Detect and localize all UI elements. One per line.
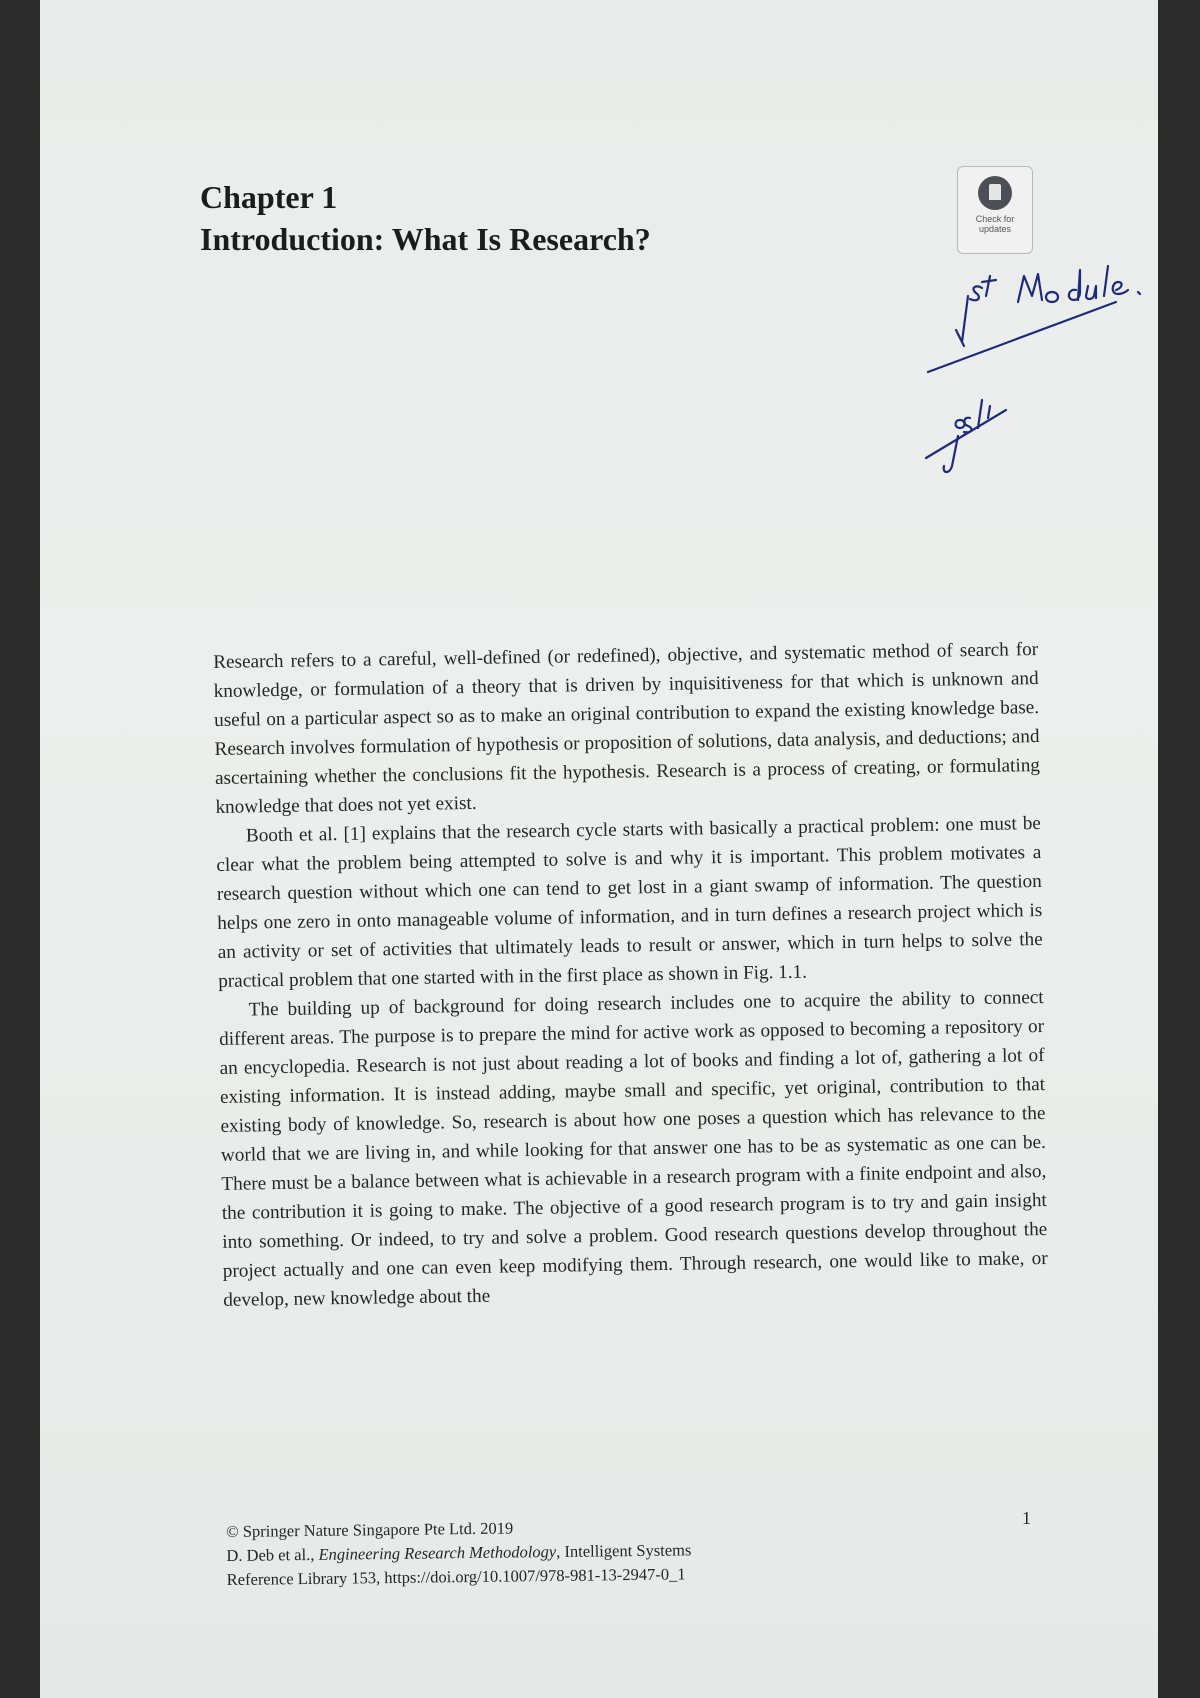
paragraph: Booth et al. [1] explains that the research cycle starts with basically a practical problem: one must be clear what the problem being attempted to solve is and why it is important. This problem motivates a research question without which one can tend to get lost in a giant swamp of information. The question helps one zero in onto manageable volume of information, and in turn defines a research project which is an activity or set of activities that ultimately leads to result or answer, which in turn helps to solve the practical problem that one started with in the first place as shown in Fig. 1.1. <box>216 813 1043 992</box>
page-number: 1 <box>1022 1508 1031 1528</box>
body-text <box>213 635 1048 1315</box>
handwritten-annotation <box>920 250 1180 500</box>
badge-label-line1: Check for <box>975 214 1015 224</box>
annotation-text <box>40 0 41 1</box>
chapter-heading <box>200 176 651 260</box>
copyright-footer <box>226 1514 692 1592</box>
doi-line: Reference Library 153, https://doi.org/10.1007/978-981-13-2947-0_1 <box>226 1564 686 1589</box>
chapter-number: Chapter 1 <box>200 179 338 215</box>
badge-label-line2: updates <box>978 224 1012 234</box>
citation-line: D. Deb et al., Engineering Research Methodology, Intelligent Systems <box>226 1540 692 1565</box>
chapter-title: Introduction: What Is Research? <box>200 221 651 257</box>
book-title: Engineering Research Methodology <box>318 1541 557 1564</box>
copyright-line: © Springer Nature Singapore Pte Ltd. 2019 <box>226 1518 514 1541</box>
bookmark-icon <box>978 176 1012 210</box>
document-page <box>40 0 1158 1698</box>
paragraph: Research refers to a careful, well-defined (or redefined), objective, and systematic method of search for knowledge, or formulation of a theory that is driven by inquisitiveness for that which is unknown and useful on a particular aspect so as to make an original contribution to expand the existing knowledge base. Research involves formulation of hypothesis or proposition of solutions, data analysis, and deductions; and ascertaining whether the conclusions fit the hypothesis. Research is a process of creating, or formulating knowledge that does not yet exist. <box>213 639 1041 818</box>
check-for-updates-badge[interactable] <box>957 166 1033 254</box>
paragraph: The building up of background for doing research includes one to acquire the ability to connect different areas. The purpose is to prepare the mind for active work as opposed to becoming a repository or an encyclopedia. Research is not just about reading a lot of books and finding a lot of, gathering a lot of existing information. It is instead adding, maybe small and specific, yet original, contribution to that existing body of knowledge. So, research is about how one poses a question which has relevance to the world that we are living in, and while looking for that answer one has to be as systematic as one can be. There must be a balance between what is achievable in a research program with a finite endpoint and also, the contribution it is going to make. The objective of a good research program is to try and gain insight into something. Or indeed, to try and solve a problem. Good research questions develop throughout the project actually and one can even keep modifying them. Through research, one would like to make, or develop, new knowledge about the <box>218 986 1048 1311</box>
